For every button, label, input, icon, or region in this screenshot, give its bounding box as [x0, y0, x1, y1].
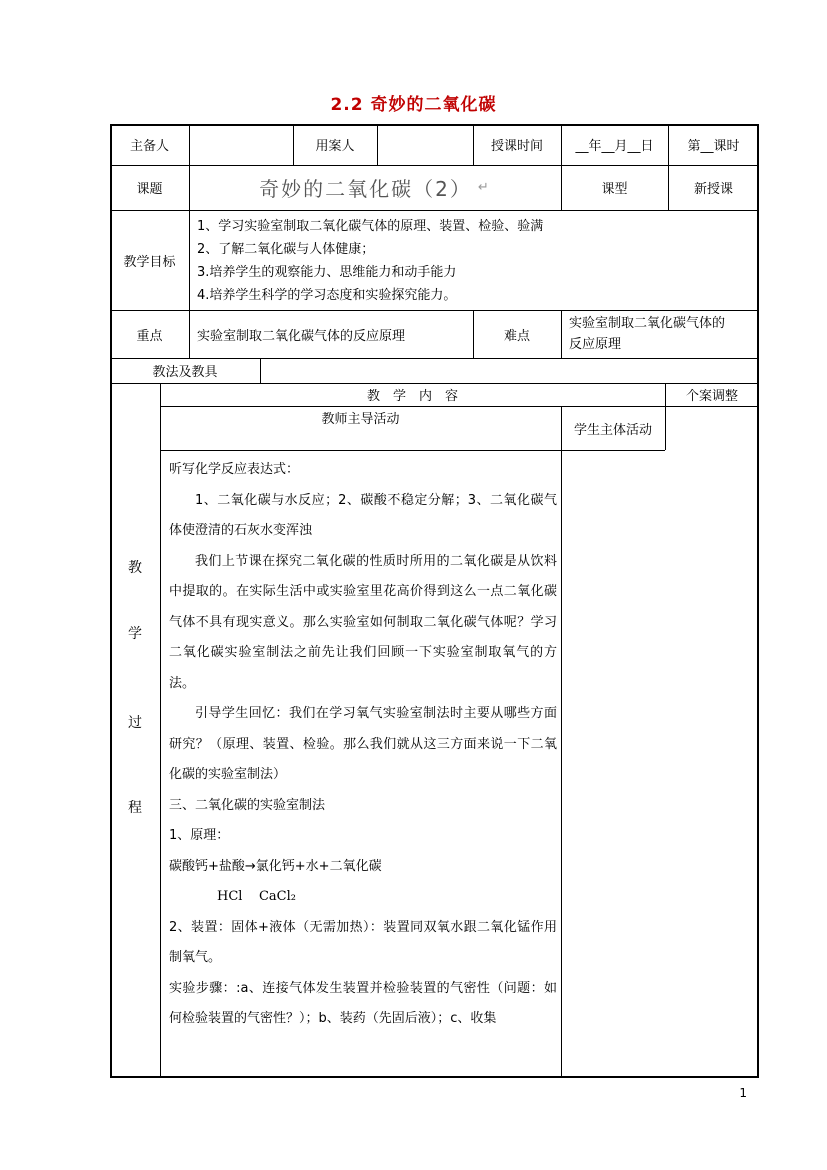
content-paragraph: 听写化学反应表达式：: [169, 462, 300, 477]
student-header: 学生主体活动: [573, 422, 652, 438]
content-paragraph: 碳酸钙+盐酸→氯化钙+水+二氧化碳: [169, 858, 382, 874]
key-value: 实验室制取二氧化碳气体的反应原理: [197, 328, 406, 344]
content-paragraph: 我们上节课在探究二氧化碳的性质时所用的二氧化碳是从饮料中提取的。在实际生活中或实验室里花高价得到这么一点二氧化碳气体不具有现实意义。那么实验室如何制取二氧化碳气体呢？学习二氧化碳实验室制法之前先让我们回顾一下实验室制取氧气的方法。: [169, 553, 557, 691]
goal-item: 3.培养学生的观察能力、思维能力和动手能力: [197, 265, 457, 280]
preparer-value: [189, 124, 293, 165]
topic-label: 课题: [136, 182, 163, 197]
row-divider: [160, 450, 665, 451]
lesson-period: 第__课时: [687, 139, 740, 154]
topic-value: 奇妙的二氧化碳（2）: [259, 177, 472, 201]
document-title: 2.2 奇妙的二氧化碳: [330, 95, 497, 115]
content-paragraph: 2、装置：固体+液体（无需加热）：装置同双氧水跟二氧化锰作用制氧气。: [169, 919, 557, 965]
difficulty-value: [569, 313, 755, 355]
goals-label: 教学目标: [123, 254, 176, 270]
methods-label: 教法及教具: [152, 365, 218, 380]
page-number: 1: [739, 1086, 747, 1100]
goal-item: 1、学习实验室制取二氧化碳气体的原理、装置、检验、验满: [197, 219, 544, 234]
content-paragraph: 实验步骤：:a、连接气体发生装置并检验装置的气密性（问题：如何检验装置的气密性？）；b、装药（先固后液）；c、收集: [169, 980, 557, 1026]
difficulty-line: 反应原理: [569, 337, 622, 352]
teacher-header: 教师主导活动: [321, 411, 400, 427]
lesson-date: [561, 124, 668, 165]
key-label: 重点: [136, 328, 163, 344]
user-label: 用案人: [315, 139, 355, 154]
goal-item: 2、了解二氧化碳与人体健康；: [197, 242, 375, 257]
col-divider: [561, 310, 562, 358]
content-paragraph: 1、原理：: [169, 828, 230, 843]
content-paragraph: 三、二氧化碳的实验室制法: [169, 797, 326, 813]
return-mark-icon: ↵: [477, 180, 491, 195]
process-char: 程: [128, 800, 142, 816]
process-char: 教: [128, 560, 142, 576]
topic-value-cell: [189, 165, 561, 210]
adjust-header: 个案调整: [685, 389, 738, 404]
user-value: [377, 124, 473, 165]
date-month: __月: [601, 139, 628, 154]
row-divider: [110, 210, 759, 211]
teacher-content: [169, 455, 557, 1035]
formula-line: HCl CaCl₂: [217, 889, 296, 904]
date-year: __年: [575, 139, 602, 154]
difficulty-label: 难点: [503, 328, 530, 344]
type-value: 新授课: [693, 182, 733, 197]
time-label: 授课时间: [490, 139, 543, 154]
type-label: 课型: [601, 182, 628, 197]
col-divider: [160, 383, 161, 1078]
col-divider: [189, 210, 190, 310]
date-day: __日: [627, 139, 654, 154]
process-char: 过: [128, 715, 142, 731]
process-char: 学: [128, 626, 142, 642]
goals-list: [197, 215, 547, 307]
methods-value: [260, 358, 759, 383]
difficulty-line: 实验室制取二氧化碳气体的: [569, 316, 726, 331]
col-divider: [561, 406, 562, 1078]
preparer-label: 主备人: [129, 139, 169, 154]
content-paragraph: 1、二氧化碳与水反应；2、碳酸不稳定分解；3、二氧化碳气体使澄清的石灰水变浑浊: [169, 492, 557, 538]
col-divider: [189, 310, 190, 358]
content-paragraph: 引导学生回忆：我们在学习氧气实验室制法时主要从哪些方面研究？（原理、装置、检验。那么我们就从这三方面来说一下二氧化碳的实验室制法）: [169, 706, 557, 782]
goal-item: 4.培养学生科学的学习态度和实验探究能力。: [197, 288, 457, 303]
content-header: 教 学 内 容: [366, 389, 458, 404]
